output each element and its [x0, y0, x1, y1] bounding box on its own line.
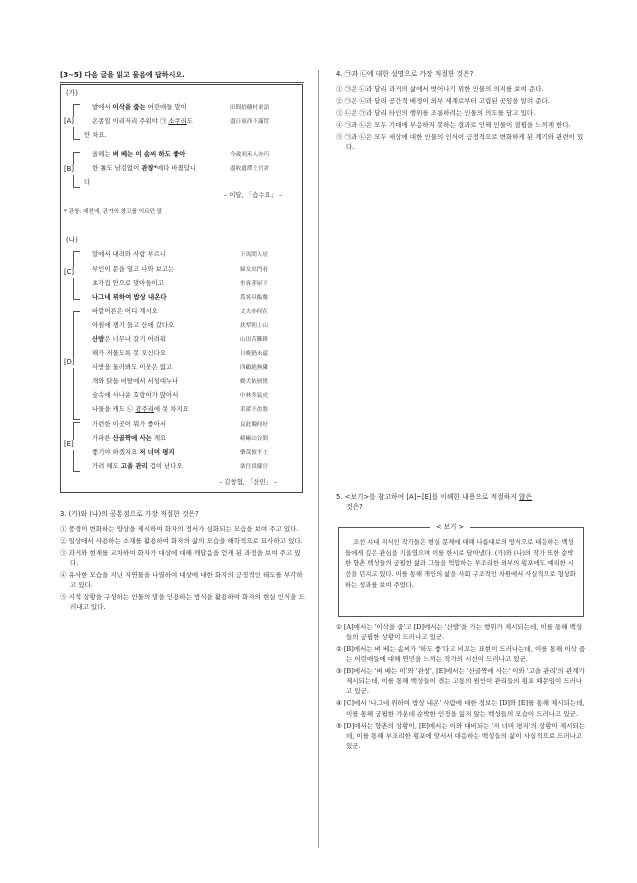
bogi-title: < 보기 > — [430, 523, 470, 533]
na-hanja-7: 山田苦難耕 — [240, 337, 268, 343]
ga-a-hanja-2: 盡日東西不滿筐 — [230, 119, 270, 125]
na-line-5: 바깥어른은 어디 계시오 — [92, 307, 158, 315]
na-hanja-8: 日晩猶未還 — [240, 351, 268, 357]
q5-options — [336, 622, 586, 753]
label-d: [D] — [64, 358, 75, 366]
na-line-1: 말에서 내려와 사람 부르니 — [92, 250, 167, 258]
na-hanja-4: 爲客具飯餐 — [240, 295, 268, 301]
q4-options — [336, 84, 586, 154]
q4-option-3[interactable]: ③ ㉡은 ㉠과 달리 타인의 행위를 조롱하려는 인물의 의도를 담고 있다. — [336, 109, 536, 118]
na-hanja-10: 鷄犬依層巒 — [240, 379, 268, 385]
q5-title-underlined: 않은 — [519, 493, 533, 501]
column-divider — [318, 70, 319, 848]
q5-option-5[interactable]: ⑤ [D]에서는 향촌의 상황이, [E]에서는 이와 대비되는 '저 너머 평지'의 상황이 제시되는데, 이를 통해 부조리한 횡포에 맞서서 대응하는 백성들의 삶이 사실적으로 드러나고 있군. — [336, 721, 585, 750]
ga-b-hanja-1: 今歲刈禾人亦巧 — [230, 152, 270, 158]
q5-title-part-a: 5. <보기>를 참고하여 [A]~[E]를 이해한 내용으로 적절하지 — [336, 493, 519, 501]
q5-title — [336, 493, 586, 513]
na-line-4: 나그네 위하여 밥상 내온다 — [92, 293, 167, 301]
na-line-7: 산밭은 너무나 갈기 어려워 — [92, 335, 167, 343]
q4-option-5[interactable]: ⑤ ㉠과 ㉡은 모두 세상에 대한 인물의 인식이 긍정적으로 변화하게 된 계기와 관련이 있다. — [336, 133, 584, 152]
header-divider — [60, 82, 304, 83]
na-hanja-16: 欲往畏縣官 — [240, 464, 268, 470]
na-hanja-14: 崎嶇山谷間 — [240, 436, 268, 442]
label-a: [A] — [64, 117, 74, 125]
na-line-2: 부인이 문을 열고 나와 보고는 — [92, 265, 175, 273]
q3-option-4[interactable]: ④ 유사한 모습을 지닌 자연물을 나열하여 대상에 대한 화자의 긍정적인 태도를 부각하고 있다. — [60, 571, 303, 590]
q4-title: 4. ㉠과 ㉡에 대한 설명으로 가장 적절한 것은? — [336, 70, 474, 78]
passage-na-label: (나) — [66, 236, 78, 244]
na-line-11: 숲속에 사나운 호랑이가 많아서 — [92, 391, 179, 399]
ga-b-line-2: 한 톨도 남김없이 관창*에다 바쳤답니 — [92, 164, 197, 172]
na-line-9: 사방을 둘러봐도 이웃은 없고 — [92, 363, 173, 371]
section-header: [3~5] 다음 글을 읽고 물음에 답하시오. — [60, 71, 185, 79]
na-hanja-15: 樂哉彼平土 — [240, 450, 268, 456]
na-line-13: 가련한 이곳이 뭐가 좋아서 — [92, 420, 167, 428]
ga-b-hanja-2: 盡收遺滯上官倉 — [230, 166, 270, 172]
na-line-15: 좋기야 하겠지요 저 너머 평지 — [92, 448, 175, 456]
q4-option-2[interactable]: ② ㉠은 ㉡과 달리 공간적 배경이 외부 세계로부터 고립된 곳임을 알려 준다. — [336, 97, 550, 106]
q4-option-1[interactable]: ① ㉠은 ㉡과 달리 과거의 삶에서 벗어나기 위한 인물의 의지를 보여 준다. — [336, 85, 544, 93]
q3-option-2[interactable]: ② 일상에서 사용하는 소재를 활용하여 화자의 삶의 모습을 해학적으로 묘사하고 있다. — [60, 537, 303, 546]
na-source: – 김창협, 「산민」 – — [219, 478, 278, 486]
ga-a-line-1: 밭에서 이삭을 줍는 어린애들 말이 — [92, 103, 187, 111]
na-hanja-11: 中林多猛虎 — [240, 393, 268, 399]
q3-option-1[interactable]: ① 풍경이 변화하는 양상을 제시하여 화자의 정서가 심화되는 모습을 보여 주고 있다. — [60, 525, 299, 533]
ga-footnote: * 관창: 예전에, 관가의 창고를 이르던 말 — [64, 209, 163, 215]
bracket-a — [73, 104, 80, 140]
na-hanja-3: 坐客茅屋下 — [240, 281, 268, 287]
q5-option-2[interactable]: ② [B]에서는 벼 베는 솜씨가 '하도 좋'다고 비꼬는 표현이 드러나는데, 이를 통해 이삭 줍는 어린애들에 대해 연민을 느끼는 작가의 시선이 드러나고 있군. — [336, 645, 586, 664]
passage-ga-label: (가) — [66, 89, 78, 97]
na-hanja-6: 扶犁朝上山 — [240, 323, 268, 329]
na-line-3: 초가집 안으로 맞아들이고 — [92, 279, 164, 287]
q5-title-part-b: 것은? — [346, 502, 363, 511]
bogi-text: 조선 시대 지식인 작가들은 현실 문제에 대해 나름대로의 방식으로 대응하는 백성들에게 깊은 관심을 기울였으며 이를 한시로 담아냈다. (가)와 (나)의 작가 또한 순박한 향촌 백성들의 궁핍한 삶과 그들을 억압하는 부조리한 외부의 횡포에도 예리한 시선을 던지고 있다. 이를 통해 개인의 삶을 사회 구조적인 차원에서 사실적으로 형상화하는 성과를 보여 주었다. — [345, 539, 576, 589]
na-line-16: 가려 해도 고을 관리 겁이 난다오 — [92, 462, 183, 470]
label-c: [C] — [64, 268, 75, 276]
na-line-12: 나물을 캐도 ㉡ 광주리에 못 차지요 — [92, 405, 189, 413]
na-line-14: 가파른 산골짝에 사는 게요 — [92, 434, 167, 442]
q5-option-4[interactable]: ④ [C]에서 '나그네 위하여 밥상 내온' 사람에 대한 정보는 [D]와 [E]를 통해 제시되는데, 이를 통해 궁핍한 가운데 순박한 인정을 잃지 않는 백성들의 모습이 드러나고 있군. — [336, 699, 585, 718]
q3-option-3[interactable]: ③ 과거와 현재를 교차하여 화자가 대상에 대해 깨달음을 얻게 된 과정을 보여 주고 있다. — [60, 549, 301, 568]
q4-option-4[interactable]: ④ ㉠과 ㉡은 모두 기대에 부응하지 못하는 결과로 인해 인물이 결핍을 느끼게 한다. — [336, 121, 571, 130]
label-e: [E] — [64, 440, 74, 448]
ga-b-line-1: 올해는 벼 베는 이 솜씨 하도 좋아 — [92, 150, 186, 158]
q3-options — [60, 524, 306, 615]
bracket-b — [73, 152, 80, 188]
bracket-e — [73, 422, 80, 472]
ga-b-line-3: 다 — [84, 178, 91, 186]
q3-title: 3. (가)와 (나)의 공통점으로 가장 적절한 것은? — [60, 510, 199, 518]
label-b: [B] — [64, 165, 74, 173]
na-hanja-13: 哀此獨何好 — [240, 422, 268, 428]
ga-source: – 이달, 「습수요」 – — [224, 191, 283, 199]
passage-box — [60, 84, 303, 493]
q3-option-5[interactable]: ⑤ 시적 상황을 구성하는 인물의 말을 인용하는 방식을 활용하여 화자의 현실 인식을 드러내고 있다. — [60, 593, 305, 612]
na-line-10: 개와 닭들 비탈에서 서성대누나 — [92, 377, 179, 385]
q5-option-1[interactable]: ① [A]에서는 '이삭을 줍'고 [D]에서는 '산밭'을 가는 행위가 제시되는데, 이를 통해 백성들의 궁핍한 상황이 드러나고 있군. — [336, 623, 583, 642]
na-line-6: 아침에 쟁기 들고 산에 갔다오 — [92, 321, 175, 329]
na-hanja-12: 采藿不盈盤 — [240, 407, 268, 413]
ga-a-line-2: 온종일 이리저리 주워야 ㉠ 소쿠리도 — [92, 117, 193, 125]
ga-a-hanja-1: 田間拾穗村童語 — [230, 105, 270, 111]
na-hanja-1: 下馬問人居 — [240, 252, 268, 258]
ga-a-line-3: 안 차요. — [84, 131, 107, 139]
na-hanja-2: 婦女出門看 — [240, 267, 268, 273]
q5-option-3[interactable]: ③ [B]에서는 '벼 베는 이'와 '관창', [E]에서는 '산골짝에 사는' 이와 '고을 관리'의 관계가 제시되는데, 이를 통해 백성들이 겪는 고통의 원인이 관리들의 횡포 때문임이 드러나고 있군. — [336, 667, 585, 696]
na-hanja-9: 四顧絶無隣 — [240, 365, 268, 371]
na-hanja-5: 丈夫亦何在 — [240, 309, 268, 315]
na-line-8: 해가 저물도록 못 오신다오 — [92, 349, 167, 357]
